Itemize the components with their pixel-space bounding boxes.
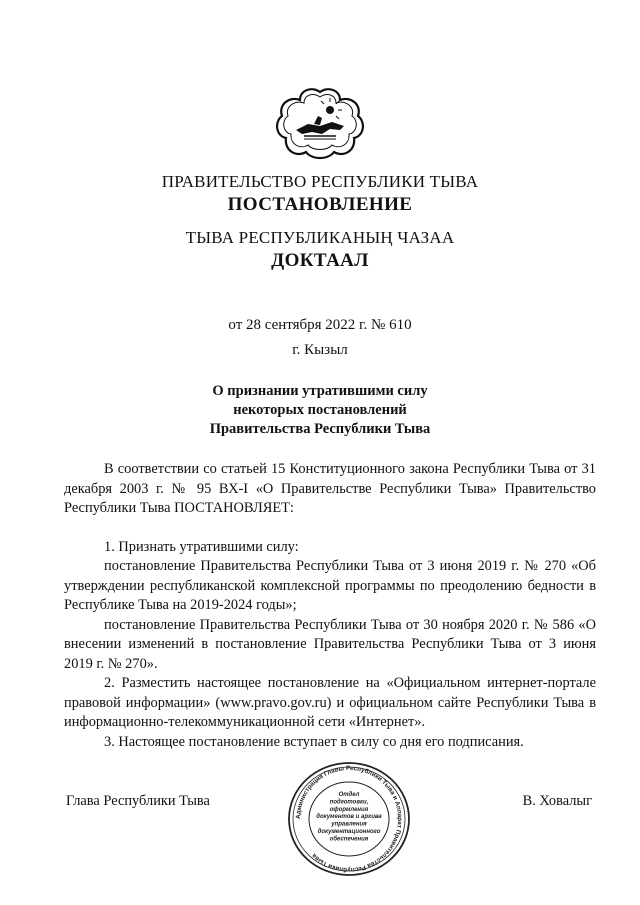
signatory-name: В. Ховалыг: [522, 793, 592, 809]
item-3: 3. Настоящее постановление вступает в силу со дня его подписания.: [104, 733, 524, 750]
item-1-b: постановление Правительства Республики Тыва от 30 ноября 2020 г. № 586 «О внесении изменений в постановление Правительства Республики Тыва от 3 июня 2019 г. № 270».: [64, 616, 596, 672]
decree-title-line: Правительства Республики Тыва: [209, 421, 431, 437]
decree-date-number: от 28 сентября 2022 г. № 610: [228, 317, 412, 333]
decree-title: [0, 382, 640, 439]
item-1-heading: 1. Признать утратившими силу:: [104, 538, 299, 555]
stamp-center-line: документов и архива: [316, 814, 382, 821]
decree-heading: ПОСТАНОВЛЕНИЕ: [227, 194, 413, 215]
official-stamp-icon: [286, 760, 412, 878]
stamp-center-line: подготовки,: [329, 799, 369, 806]
stamp-center-line: Отдел: [338, 792, 360, 798]
item-2: 2. Разместить настоящее постановление на «Официальном интернет-портале правовой информации» (www.pravo.gov.ru) и официальном сайте Республики Тыва в информационно-телекоммуникационной сети «Интернет».: [64, 675, 596, 730]
tyva-emblem-icon: [274, 88, 366, 160]
stamp-center-text: [316, 792, 382, 842]
stamp-center-line: документационного: [317, 829, 381, 835]
stamp-center-line: обеспечения: [329, 836, 369, 843]
government-name: ПРАВИТЕЛЬСТВО РЕСПУБЛИКИ ТЫВА: [161, 172, 479, 191]
stamp-ring-text: Администрация Главы Республики Тыва и Аппарат Правительства Республики Тыва: [294, 764, 404, 874]
decree-title-line: некоторых постановлений: [233, 402, 407, 418]
signatory-position: Глава Республики Тыва: [66, 793, 210, 809]
decree-city: г. Кызыл: [292, 342, 348, 358]
stamp-center-line: оформления: [329, 806, 369, 813]
decree-heading-tyvan: ДОКТААЛ: [271, 250, 369, 271]
intro-paragraph: В соответствии со статьей 15 Конституционного закона Республики Тыва от 31 декабря 2003 г. № 95 ВХ-I «О Правительстве Республики Тыва» Правительство Республики Тыва ПОСТАНОВЛЯЕТ:: [64, 461, 596, 516]
item-1-a: постановление Правительства Республики Тыва от 3 июня 2019 г. № 270 «Об утверждении республиканской комплексной программы по преодолению бедности в Республике Тыва на 2019-2024 годы»;: [64, 558, 596, 613]
decree-body: [64, 460, 596, 752]
decree-title-line: О признании утратившими силу: [212, 383, 428, 399]
stamp-center-line: управления: [331, 821, 367, 828]
government-name-tyvan: ТЫВА РЕСПУБЛИКАНЫҢ ЧАЗАА: [185, 228, 455, 247]
